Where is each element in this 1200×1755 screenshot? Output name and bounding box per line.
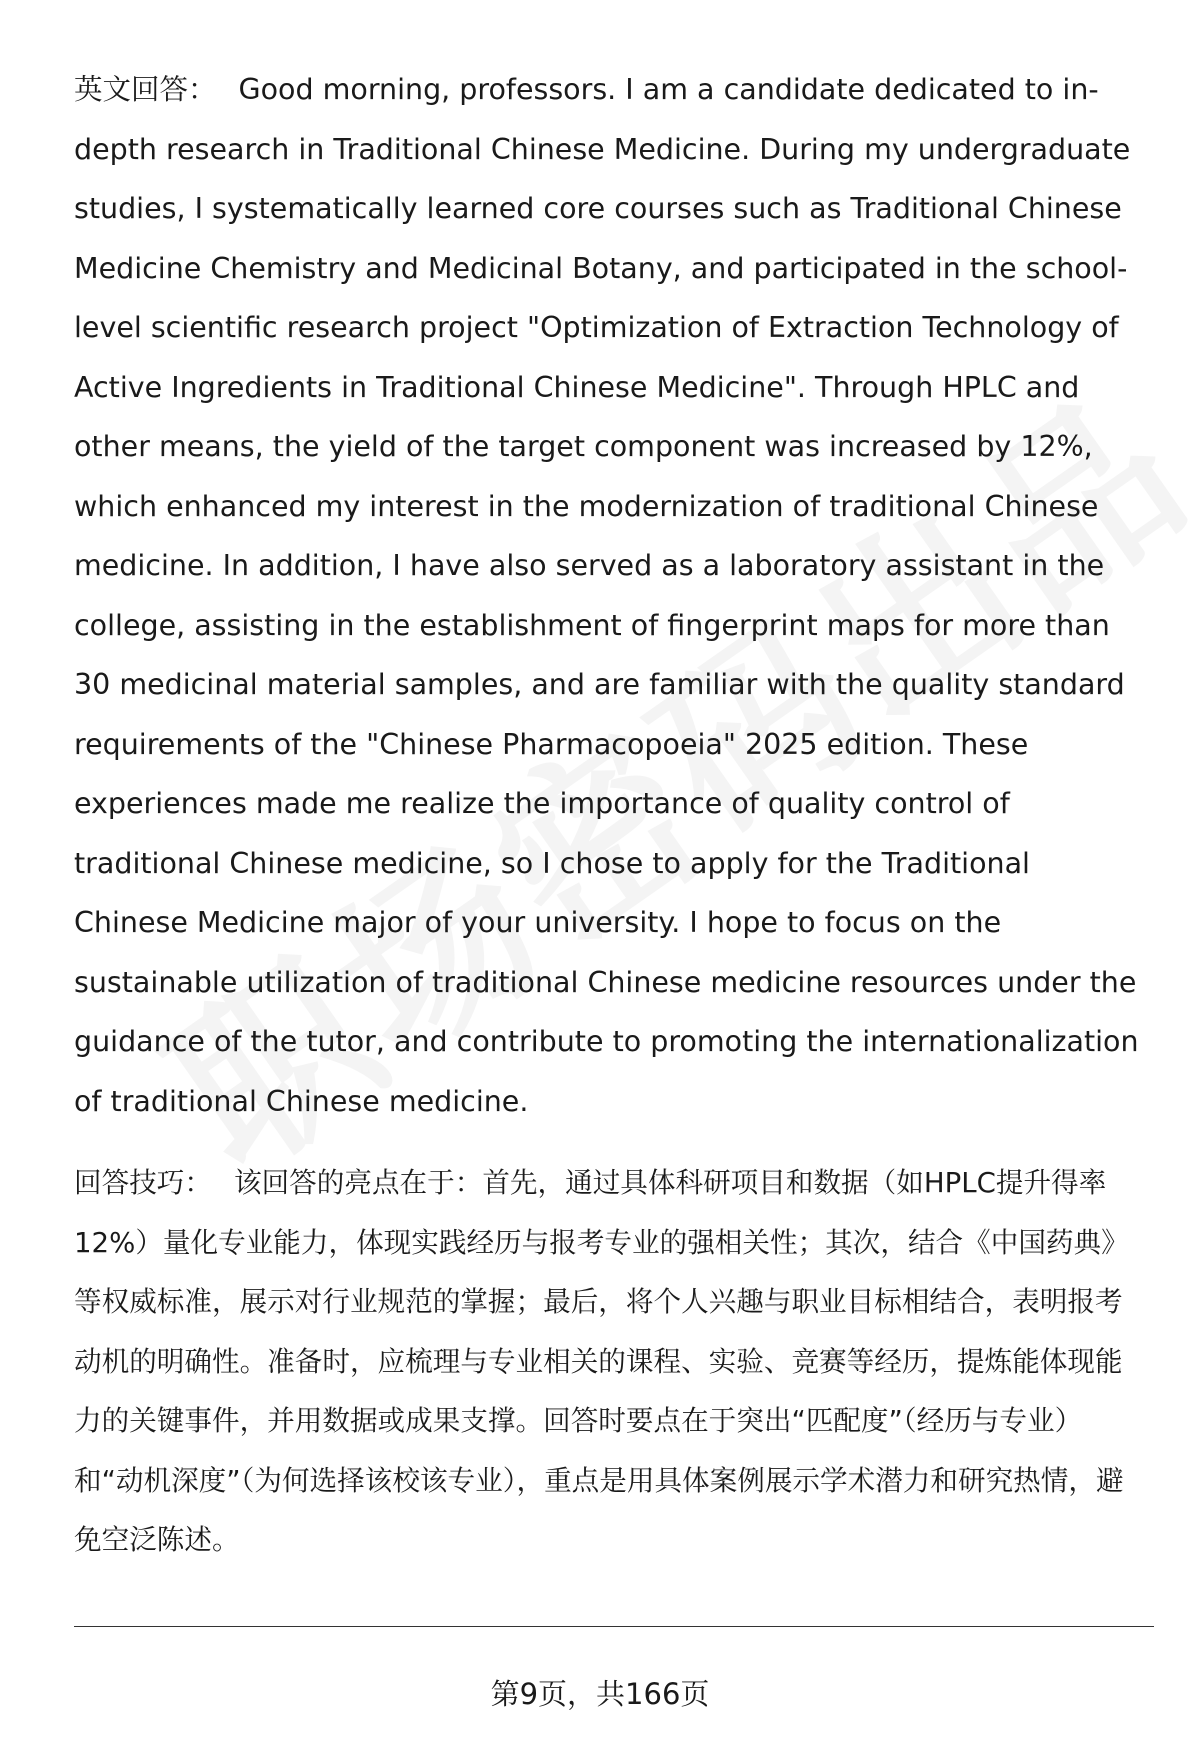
- english-answer-paragraph: [74, 60, 1146, 1131]
- english-answer-text: Good morning, professors. I am a candidate dedicated to in-depth research in Traditional Chinese Medicine. During my undergraduate studies, I systematically learned core courses such as Traditional Chinese Medicine Chemistry and Medicinal Botany, and participated in the school-level scientific research project "Optimization of Extraction Technology of Active Ingredients in Traditional Chinese Medicine". Through HPLC and other means, the yield of the target component was increased by 12%, which enhanced my interest in the modernization of traditional Chinese medicine. In addition, I have also served as a laboratory assistant in the college, assisting in the establishment of fingerprint maps for more than 30 medicinal material samples, and are familiar with the quality standard requirements of the "Chinese Pharmacopoeia" 2025 edition. These experiences made me realize the importance of quality control of traditional Chinese medicine, so I chose to apply for the Traditional Chinese Medicine major of your university. I hope to focus on the sustainable utilization of traditional Chinese medicine resources under the guidance of the tutor, and contribute to promoting the internationalization of traditional Chinese medicine.: [74, 73, 1139, 1118]
- answer-tips-text: 该回答的亮点在于：首先，通过具体科研项目和数据（如HPLC提升得率12%）量化专业能力，体现实践经历与报考专业的强相关性；其次，结合《中国药典》等权威标准，展示对行业规范的掌握；最后，将个人兴趣与职业目标相结合，表明报考动机的明确性。准备时，应梳理与专业相关的课程、实验、竞赛等经历，提炼能体现能力的关键事件，并用数据或成果支撑。回答时要点在于突出“匹配度”（经历与专业）和“动机深度”（为何选择该校该专业），重点是用具体案例展示学术潜力和研究热情，避免空泛陈述。: [74, 1166, 1129, 1556]
- answer-tips-label: 回答技巧：: [74, 1166, 212, 1199]
- page-number: 第9页，共166页: [490, 1677, 710, 1711]
- english-answer-label: 英文回答：: [74, 73, 217, 106]
- footer-divider: [74, 1626, 1154, 1627]
- answer-tips-paragraph: [74, 1153, 1146, 1570]
- page-content: [74, 60, 1146, 1570]
